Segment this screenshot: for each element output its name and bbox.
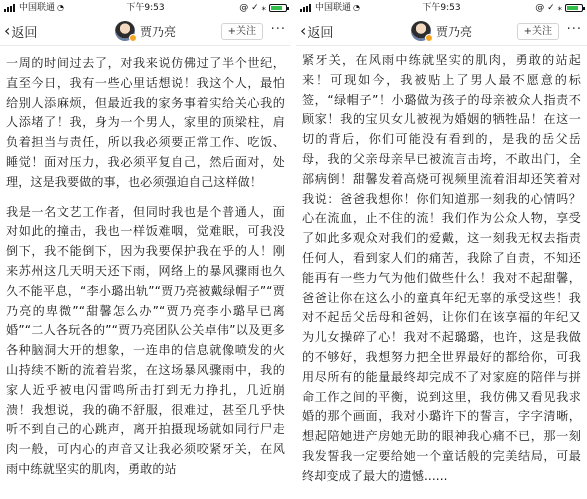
status-time: 下午9:53	[422, 3, 461, 13]
chevron-left-icon: ‹	[300, 21, 307, 40]
more-options-icon[interactable]: ···	[566, 22, 582, 37]
follow-button[interactable]: +关注	[517, 23, 559, 40]
author-name: 贾乃亮	[139, 24, 176, 39]
back-label: 返回	[11, 26, 38, 41]
back-label: 返回	[307, 26, 334, 41]
carrier-name: 中国联通	[315, 3, 352, 13]
nav-bar	[296, 16, 587, 46]
status-time: 下午9:53	[126, 3, 165, 13]
article-paragraph: 紧牙关，在风雨中练就坚实的肌肉，勇敢的站起来！可现如今，我被贴上了男人最不愿意的标签，“绿帽子”！小璐做为孩子的母亲被众人指责不顾家！我的宝贝女儿被视为婚姻的牺牲品！在这一切的背后，你们可能没有看到的，是我的岳父岳母，我的父亲母亲早已被流言击垮，不敢出门，全部病倒！甜馨发着高烧可视频里流着泪却还笑着对我说：爸爸我想你！你们知道那一刻我的心情吗？心在流血，止不住的流！我们作为公众人物，享受了如此多观众对我们的爱戴，这一刻我无权去指责任何人，看到家人们的痛苦，我除了自责，不知还能再有一些力气为他们做些什么！我对不起甜馨，爸爸让你在这么小的童真年纪无辜的承受这些！我对不起岳父岳母和爸妈，让你们在该享福的年纪又为儿女操碎了心！我对不起璐璐，也许，这是我做的不够好，我想努力把全世界最好的都给你，可我用尽所有的能量最终却完成不了对家庭的陪伴与拼命工作之间的平衡，说到这里，我仿佛又看见我求婚的那个画面，我对小璐许下的誓言，字字清晰，想起陪她进产房她无助的眼神我心痛不已，那一刻我发誓我一定要给她一个童话般的完美结局，可最终却变成了最大的遗憾......	[302, 53, 581, 483]
verified-badge-icon	[129, 34, 137, 42]
avatar	[411, 21, 431, 41]
screen-left	[0, 0, 291, 499]
carrier-name: 中国联通	[19, 3, 56, 13]
wifi-icon: ◔	[57, 3, 64, 12]
status-bar	[296, 0, 587, 16]
wifi-icon: ◔	[353, 3, 360, 12]
article-body	[6, 54, 285, 480]
article-paragraph: 我是一名文艺工作者，但同时我也是个普通人，面对如此的撞击，我也一样饭难咽，觉难眠，可我没倒下，我不能倒下，因为我要保护我在乎的人！刚来苏州这几天明天还下雨，网络上的暴风骤雨也久久不能平息，“李小璐出轨”“贾乃亮被戴绿帽子”“贾乃亮的卑微”“甜馨怎么办”“贾乃亮李小璐早已离婚”“二人各玩各的”“贾乃亮团队公关卓伟”以及更多各种脑洞大开的想象，一连串的信息就像喷发的火山持续不断的流着岩浆，在这场暴风骤雨中，我的家人近乎被电闪雷鸣所击打到无力挣扎，几近崩溃！我想说，我的确不舒服，很难过，甚至几乎快听不到自己的心跳声，离开拍摄现场就如同行尸走肉一般，可内心的声音又让我必须咬紧牙关，在风雨中练就坚实的肌肉，勇敢的站	[6, 204, 285, 476]
status-bar	[0, 0, 291, 16]
more-options-icon[interactable]: ···	[270, 22, 286, 37]
article-body	[302, 51, 581, 487]
status-right	[535, 0, 583, 16]
battery-icon	[269, 4, 287, 12]
battery-level	[271, 6, 282, 10]
screen-right	[296, 0, 587, 499]
article-paragraph: 一周的时间过去了，对我来说仿佛过了半个世纪，直至今日，我有一些心里话想说！我这个人，最怕给别人添麻烦，但最近我的家务事着实给关心我的人添堵了！我，身为一个男人，家里的顶梁柱，肩负着担当与责任，所以我必须要正常工作、吃饭、睡觉！面对压力，我必须平复自己，然后面对，处理，这是我要做的事，也必须强迫自己这样做！	[6, 56, 285, 189]
nav-bar	[0, 16, 291, 46]
status-right	[239, 0, 287, 16]
status-indicator-icons: @ ✓ ⁎	[535, 3, 562, 13]
follow-button[interactable]: +关注	[221, 23, 263, 40]
chevron-left-icon: ‹	[4, 21, 11, 40]
status-indicator-icons: @ ✓ ⁎	[239, 3, 266, 13]
author-name: 贾乃亮	[435, 24, 472, 39]
avatar	[115, 21, 135, 41]
verified-badge-icon	[425, 34, 433, 42]
battery-level	[567, 6, 578, 10]
battery-icon	[565, 4, 583, 12]
